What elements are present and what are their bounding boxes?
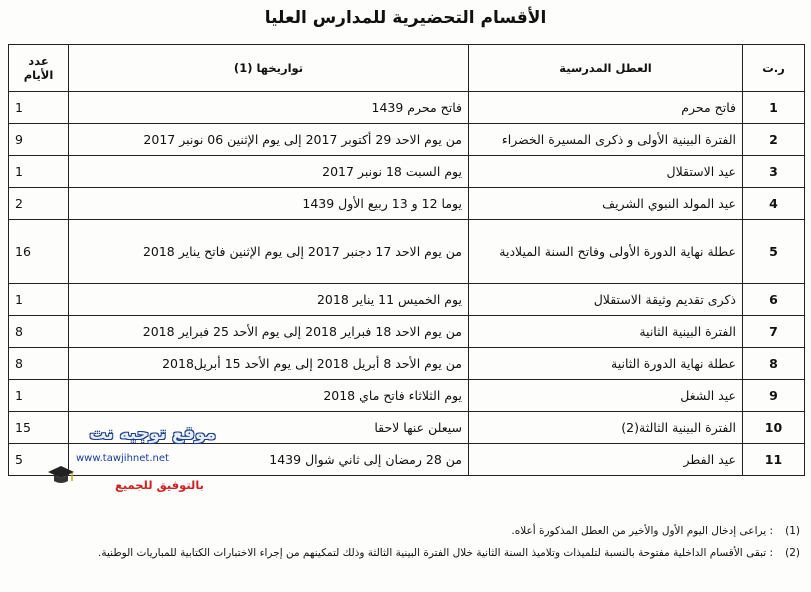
row-holiday: الفترة البينية الثالثة(2) bbox=[469, 412, 743, 444]
footnote-2 bbox=[10, 542, 800, 564]
row-holiday: عيد الفطر bbox=[469, 444, 743, 476]
row-holiday: فاتح محرم bbox=[469, 92, 743, 124]
watermark-title: موقع توجيه نت bbox=[89, 424, 216, 444]
row-num: 4 bbox=[743, 188, 805, 220]
row-dates: من يوم الأحد 8 أبريل 2018 إلى يوم الأحد 15 أبريل2018 bbox=[69, 348, 469, 380]
row-holiday: عطلة نهاية الدورة الثانية bbox=[469, 348, 743, 380]
row-holiday: عيد الاستقلال bbox=[469, 156, 743, 188]
row-days: 15 bbox=[9, 412, 69, 444]
row-dates: فاتح محرم 1439 bbox=[69, 92, 469, 124]
footnote-number: (2) bbox=[785, 547, 800, 559]
row-holiday: الفترة البينية الأولى و ذكرى المسيرة الخضراء bbox=[469, 124, 743, 156]
footnote-text: : يراعى إدخال اليوم الأول والأخير من العطل المذكورة أعلاه. bbox=[511, 525, 774, 537]
row-dates: من يوم الاحد 18 فبراير 2018 إلى يوم الأحد 25 فبراير 2018 bbox=[69, 316, 469, 348]
row-dates: من 28 رمضان إلى ثاني شوال 1439 bbox=[69, 444, 469, 476]
row-holiday: ذكرى تقديم وثيقة الاستقلال bbox=[469, 284, 743, 316]
table-row bbox=[9, 316, 805, 348]
table-row bbox=[9, 92, 805, 124]
row-num: 9 bbox=[743, 380, 805, 412]
row-num: 7 bbox=[743, 316, 805, 348]
table-row bbox=[9, 124, 805, 156]
site-watermark bbox=[56, 418, 216, 498]
table-row bbox=[9, 156, 805, 188]
row-num: 10 bbox=[743, 412, 805, 444]
row-num: 3 bbox=[743, 156, 805, 188]
footnote-1 bbox=[10, 520, 800, 542]
row-num: 8 bbox=[743, 348, 805, 380]
row-days: 1 bbox=[9, 380, 69, 412]
header-dates: تواريخها (1) bbox=[69, 45, 469, 92]
table-row bbox=[9, 284, 805, 316]
table-row bbox=[9, 380, 805, 412]
row-num: 6 bbox=[743, 284, 805, 316]
header-row bbox=[9, 45, 805, 92]
header-days: عدد الأيام bbox=[9, 45, 69, 92]
row-dates: يوم الخميس 11 يناير 2018 bbox=[69, 284, 469, 316]
table-row bbox=[9, 188, 805, 220]
holidays-table bbox=[8, 44, 805, 476]
row-dates: من يوم الاحد 17 دجنبر 2017 إلى يوم الإثنين فاتح يناير 2018 bbox=[69, 220, 469, 284]
footnote-number: (1) bbox=[785, 525, 800, 537]
graduation-cap-icon bbox=[46, 464, 76, 486]
page-title: الأقسام التحضيرية للمدارس العليا bbox=[264, 8, 547, 28]
row-dates: يوم الثلاثاء فاتح ماي 2018 bbox=[69, 380, 469, 412]
row-days: 9 bbox=[9, 124, 69, 156]
row-num: 11 bbox=[743, 444, 805, 476]
table-row bbox=[9, 348, 805, 380]
row-dates: يوما 12 و 13 ربيع الأول 1439 bbox=[69, 188, 469, 220]
row-days: 1 bbox=[9, 92, 69, 124]
row-holiday: عيد المولد النبوي الشريف bbox=[469, 188, 743, 220]
row-dates: من يوم الاحد 29 أكتوبر 2017 إلى يوم الإثنين 06 نونبر 2017 bbox=[69, 124, 469, 156]
watermark-slogan: بالتوفيق للجميع bbox=[114, 478, 204, 492]
row-dates: سيعلن عنها لاحقا bbox=[69, 412, 469, 444]
row-holiday: الفترة البينية الثانية bbox=[469, 316, 743, 348]
row-num: 2 bbox=[743, 124, 805, 156]
table-row bbox=[9, 220, 805, 284]
row-days: 16 bbox=[9, 220, 69, 284]
footnote-text: : تبقى الأقسام الداخلية مفتوحة بالنسبة لتلميذات وتلاميذ السنة الثانية خلال الفترة البينية الثالثة وذلك لتمكينهم من إجراء الاختبارات الكتابية للمباريات الوطنية. bbox=[98, 547, 774, 559]
row-days: 2 bbox=[9, 188, 69, 220]
footnotes bbox=[10, 520, 800, 564]
row-holiday: عطلة نهاية الدورة الأولى وفاتح السنة الميلادية bbox=[499, 243, 736, 259]
row-days: 1 bbox=[9, 284, 69, 316]
row-num: 5 bbox=[743, 220, 805, 284]
row-days: 5 bbox=[9, 444, 69, 476]
row-dates: يوم السبت 18 نونبر 2017 bbox=[69, 156, 469, 188]
header-holiday: العطل المدرسية bbox=[469, 45, 743, 92]
row-holiday: عيد الشغل bbox=[469, 380, 743, 412]
row-days: 8 bbox=[9, 316, 69, 348]
row-days: 1 bbox=[9, 156, 69, 188]
header-num: ر.ت bbox=[743, 45, 805, 92]
row-num: 1 bbox=[743, 92, 805, 124]
row-days: 8 bbox=[9, 348, 69, 380]
watermark-url: www.tawjihnet.net bbox=[76, 453, 169, 464]
